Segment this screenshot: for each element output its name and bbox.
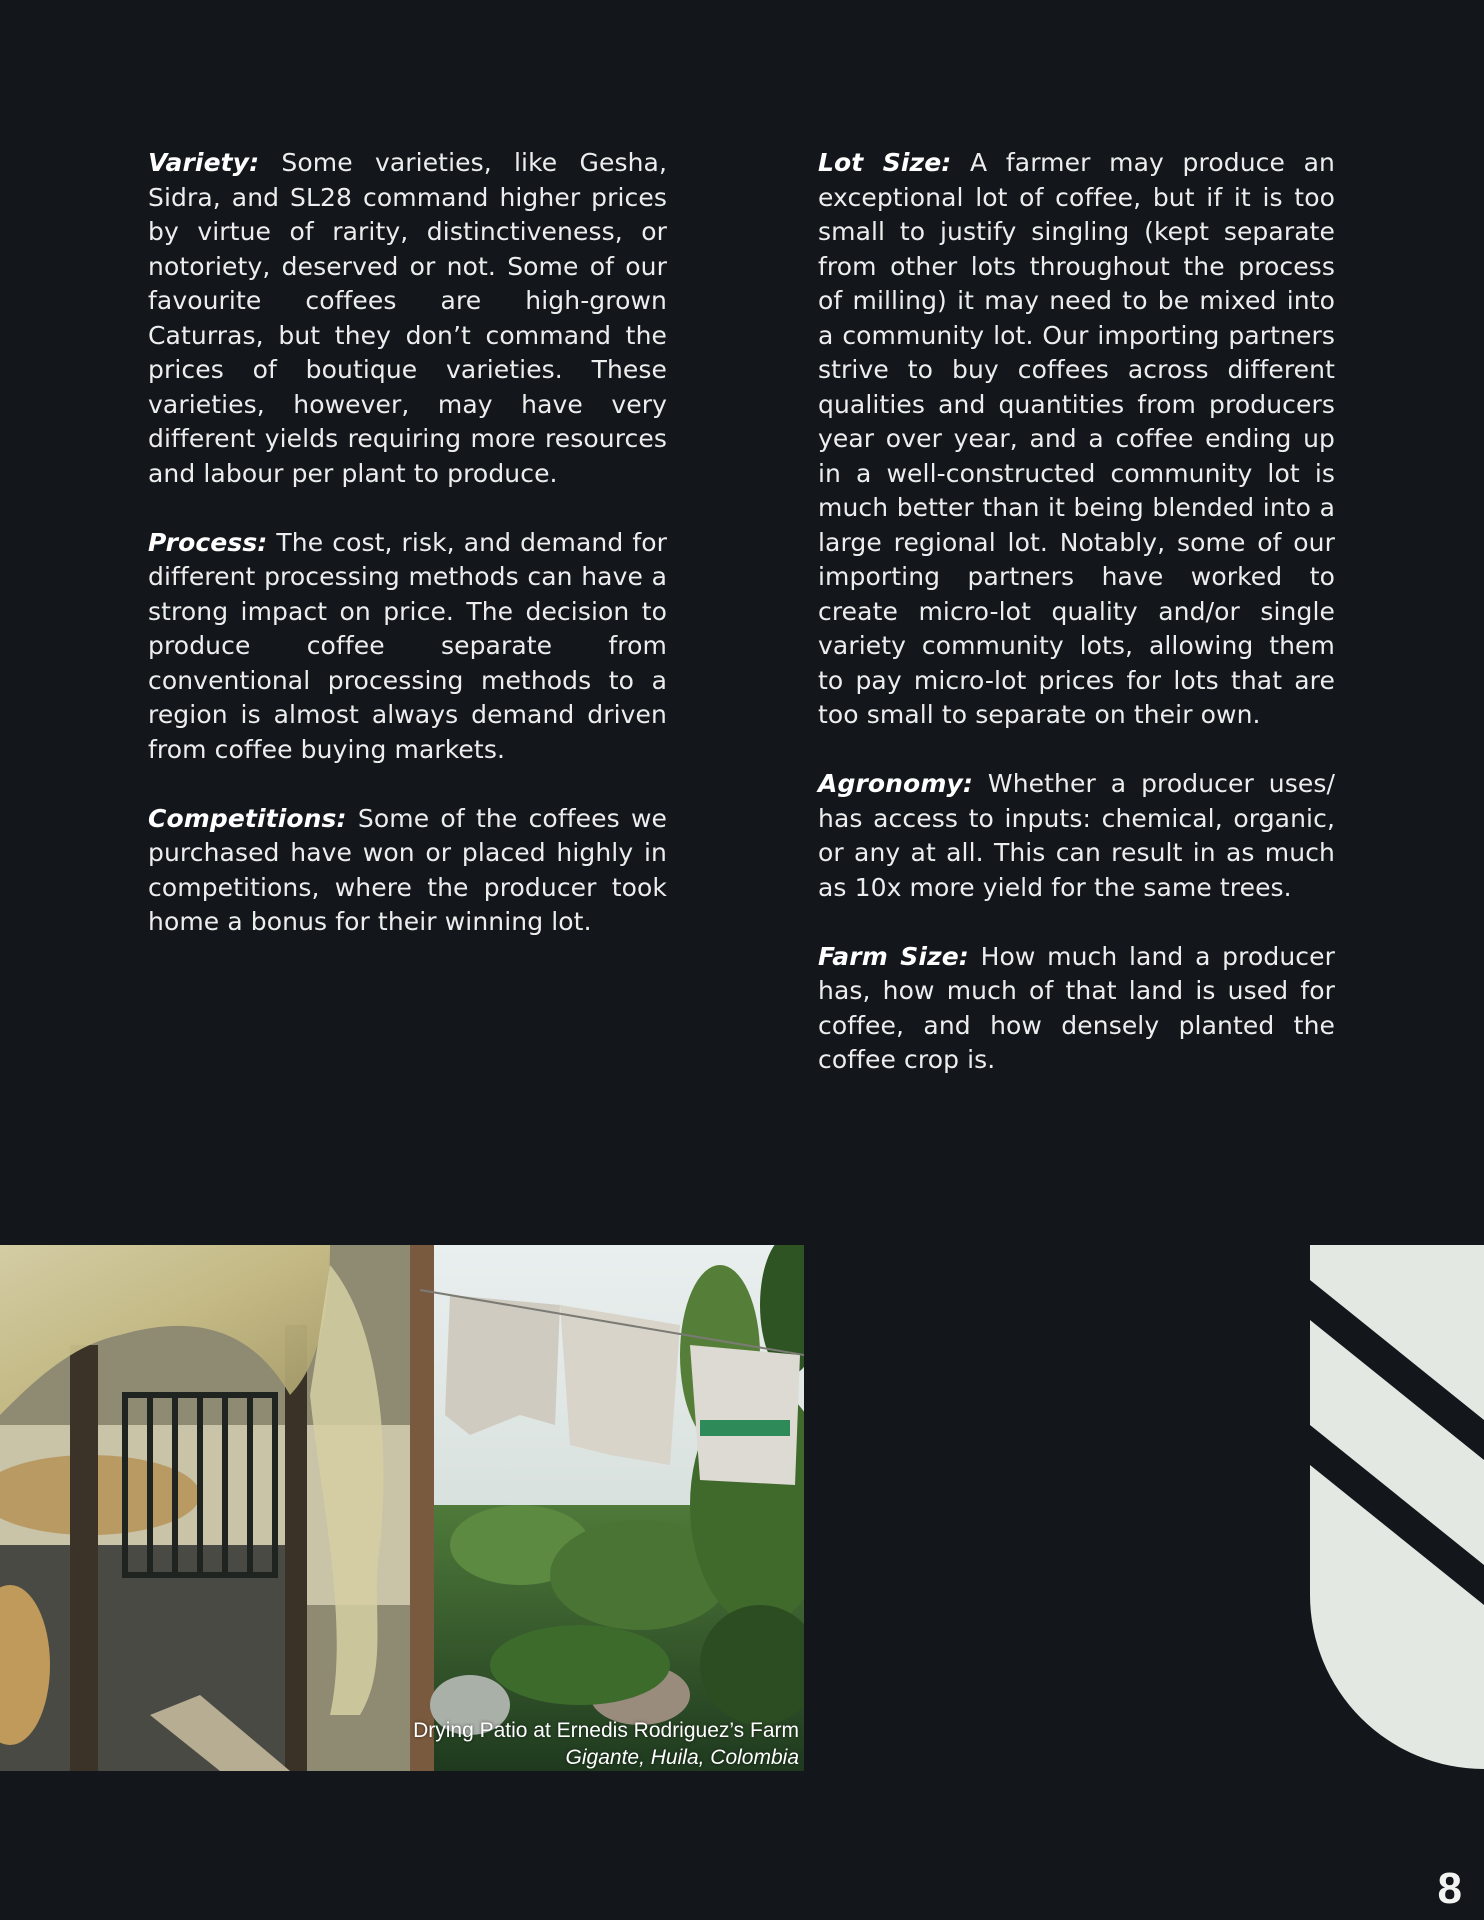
variety-term: Variety: xyxy=(148,148,260,177)
process-paragraph xyxy=(148,526,667,768)
caption-title: Drying Patio at Ernedis Rodriguez’s Farm xyxy=(413,1719,799,1742)
lot-size-term: Lot Size: xyxy=(818,148,952,177)
farm-size-term: Farm Size: xyxy=(818,941,969,971)
lot-size-paragraph xyxy=(818,146,1335,733)
process-term: Process: xyxy=(148,527,268,557)
competitions-text: Some of the coffees we purchased have won or placed highly in competitions, where the producer took home a bonus for their winning lot. xyxy=(148,803,667,936)
agronomy-paragraph xyxy=(818,767,1335,905)
drying-patio-photo xyxy=(0,1245,804,1771)
left-text-column xyxy=(148,146,667,974)
photo-illustration xyxy=(0,1245,804,1771)
variety-paragraph xyxy=(148,146,667,491)
farm-size-paragraph xyxy=(818,940,1335,1078)
farm-size-text: How much land a producer has, how much of that land is used for coffee, and how densely planted the coffee crop is. xyxy=(818,941,1335,1074)
right-text-column xyxy=(818,146,1335,1112)
lot-size-text: A farmer may produce an exceptional lot of coffee, but if it is too small to justify singling (kept separate from other lots throughout the process of milling) it may need to be mixed into a community lot. Our importing partners strive to buy coffees across different qualities and quantities from producers year over year, and a coffee ending up in a well-constructed community lot is much better than it being blended into a large regional lot. Notably, some of our importing partners have worked to create micro-lot quality and/or single variety community lots, allowing them to pay micro-lot prices for lots that are too small to separate on their own. xyxy=(818,148,1335,729)
caption-location: Gigante, Huila, Colombia xyxy=(565,1746,799,1769)
competitions-term: Competitions: xyxy=(148,803,347,833)
agronomy-text: Whether a producer uses/ has access to inputs: chemical, organic, or any at all. This can result in as much as 10x more yield for the same trees. xyxy=(818,769,1335,902)
decorative-stripe-shape xyxy=(1310,1245,1484,1770)
agronomy-term: Agronomy: xyxy=(818,769,973,798)
competitions-paragraph xyxy=(148,802,667,940)
process-text: The cost, risk, and demand for different processing methods can have a strong impact on price. The decision to produce coffee separate from conventional processing methods to a region is almost always demand driven from coffee buying markets. xyxy=(148,527,667,764)
variety-text: Some varieties, like Gesha, Sidra, and SL28 command higher prices by virtue of rarity, distinctiveness, or notoriety, deserved or not. Some of our favourite coffees are high-grown Caturras, but they don’t command the prices of boutique varieties. These varieties, however, may have very different yields requiring more resources and labour per plant to produce. xyxy=(148,148,667,488)
page-number: 8 xyxy=(1437,1864,1462,1913)
photo-caption xyxy=(413,1717,799,1771)
